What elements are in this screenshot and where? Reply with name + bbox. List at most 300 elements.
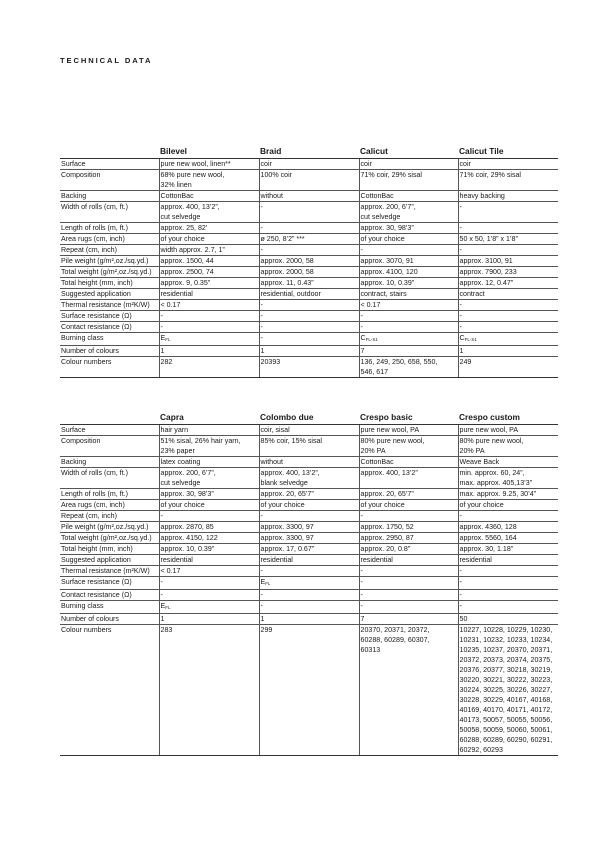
table-cell xyxy=(458,234,558,245)
table-cell xyxy=(259,256,359,267)
cell-line: 23% paper xyxy=(160,447,195,455)
table-row xyxy=(60,256,558,267)
table-cell xyxy=(458,625,558,756)
cell-line: blank selvedge xyxy=(260,479,308,487)
table-cell xyxy=(458,311,558,322)
cell-line: coir xyxy=(360,160,372,168)
table-cell xyxy=(159,555,259,566)
row-label: Contact resistance (Ω) xyxy=(60,322,159,333)
table-cell xyxy=(458,346,558,357)
table-cell xyxy=(159,489,259,500)
technical-data-table-1 xyxy=(60,145,558,378)
table-cell xyxy=(259,489,359,500)
cell-line: approx. 2000, 58 xyxy=(260,268,314,276)
row-label: Pile weight (g/m²,oz./sq.yd.) xyxy=(60,256,159,267)
table-row xyxy=(60,436,558,457)
cell-line: Weave Back xyxy=(459,458,500,466)
cell-line: - xyxy=(160,591,163,599)
table-cell xyxy=(159,256,259,267)
cell-line: approx. 4360, 128 xyxy=(459,523,517,531)
cell-line: approx. 10, 0.39” xyxy=(360,279,415,287)
table-cell xyxy=(359,511,458,522)
table-row xyxy=(60,289,558,300)
table-cell xyxy=(159,425,259,436)
row-label: Width of rolls (cm, ft.) xyxy=(60,468,159,489)
table-cell xyxy=(458,566,558,577)
table-cell xyxy=(259,333,359,346)
table-cell xyxy=(359,278,458,289)
table-row xyxy=(60,457,558,468)
table-cell xyxy=(458,511,558,522)
cell-line: approx. 4100, 120 xyxy=(360,268,418,276)
row-label: Burning class xyxy=(60,601,159,614)
cell-line: 136, 249, 250, 658, 550, xyxy=(360,358,438,366)
table-row xyxy=(60,489,558,500)
table-cell xyxy=(458,436,558,457)
cell-line: approx. 2870, 85 xyxy=(160,523,214,531)
cell-line: 51% sisal, 26% hair yarn, xyxy=(160,437,241,445)
cell-line: approx. 1750, 52 xyxy=(360,523,414,531)
table-row xyxy=(60,202,558,223)
cell-line: - xyxy=(459,578,462,586)
cell-line: approx. 17, 0.67” xyxy=(260,545,315,553)
table-cell xyxy=(458,170,558,191)
table-cell xyxy=(359,322,458,333)
cell-line: - xyxy=(360,567,363,575)
table-cell xyxy=(259,522,359,533)
table-row xyxy=(60,566,558,577)
table-cell xyxy=(159,544,259,555)
table-cell xyxy=(359,223,458,234)
table-cell xyxy=(159,170,259,191)
row-label: Total height (mm, inch) xyxy=(60,544,159,555)
table-cell xyxy=(359,256,458,267)
cell-line: 71% coir, 29% sisal xyxy=(459,171,522,179)
cell-line: cut selvedge xyxy=(160,479,201,487)
table-cell xyxy=(159,533,259,544)
cell-line: - xyxy=(160,312,163,320)
cell-line: - xyxy=(160,323,163,331)
table-cell xyxy=(159,311,259,322)
table-body xyxy=(60,425,558,756)
cell-line: 249 xyxy=(459,358,472,366)
cell-line: CottonBac xyxy=(160,192,194,200)
cell-line: of your choice xyxy=(360,235,405,243)
cell-line: approx. 200, 6’7”, xyxy=(160,469,216,477)
cell-line: - xyxy=(459,323,462,331)
table-row xyxy=(60,346,558,357)
row-label: Backing xyxy=(60,457,159,468)
cell-line: ø 250, 8’2” *** xyxy=(260,235,305,243)
table-cell xyxy=(159,223,259,234)
table-header-row xyxy=(60,145,558,159)
product-name: Braid xyxy=(259,145,359,159)
cell-line: - xyxy=(459,512,462,520)
table-cell xyxy=(259,614,359,625)
cell-line: approx. 3100, 91 xyxy=(459,257,513,265)
table-cell xyxy=(359,544,458,555)
row-label: Width of rolls (cm, ft.) xyxy=(60,202,159,223)
cell-line: - xyxy=(260,334,263,342)
cell-line: pure new wool, PA xyxy=(360,426,420,434)
cell-line: of your choice xyxy=(160,501,205,509)
cell-line: 546, 617 xyxy=(360,368,389,376)
cell-line: latex coating xyxy=(160,458,201,466)
table-cell xyxy=(359,159,458,170)
cell-line: - xyxy=(360,246,363,254)
cell-line: - xyxy=(260,512,263,520)
table-cell xyxy=(359,346,458,357)
table-row xyxy=(60,159,558,170)
cell-line: residential xyxy=(260,556,293,564)
cell-line: 80% pure new wool, xyxy=(360,437,425,445)
cell-line: approx. 200, 6’7”, xyxy=(360,203,416,211)
page-heading: TECHNICAL DATA xyxy=(60,56,153,65)
cell-line: 80% pure new wool, xyxy=(459,437,524,445)
table-cell xyxy=(159,267,259,278)
table-row xyxy=(60,223,558,234)
cell-line: residential xyxy=(360,556,393,564)
table-row xyxy=(60,234,558,245)
row-label: Colour numbers xyxy=(60,625,159,756)
product-name: Colombo due xyxy=(259,411,359,425)
table-cell xyxy=(458,468,558,489)
row-label: Colour numbers xyxy=(60,357,159,378)
table-cell xyxy=(458,533,558,544)
table-row xyxy=(60,601,558,614)
class-subscript: FL-S1 xyxy=(464,337,477,342)
table-cell xyxy=(458,577,558,590)
table-cell xyxy=(458,500,558,511)
table-cell xyxy=(259,533,359,544)
table-row xyxy=(60,300,558,311)
table-cell xyxy=(458,614,558,625)
cell-line: 10231, 10232, 10233, 10234, xyxy=(459,636,553,644)
cell-line: without xyxy=(260,458,283,466)
row-label: Thermal resistance (m²K/W) xyxy=(60,300,159,311)
class-subscript: FL xyxy=(165,337,171,342)
table-cell xyxy=(259,170,359,191)
cell-line: - xyxy=(160,512,163,520)
cell-line: - xyxy=(360,323,363,331)
table-cell xyxy=(259,457,359,468)
class-subscript: FL xyxy=(165,605,171,610)
product-name: Calicut xyxy=(359,145,458,159)
table-row xyxy=(60,590,558,601)
cell-line: approx. 12, 0.47” xyxy=(459,279,514,287)
table-cell xyxy=(458,601,558,614)
row-label: Composition xyxy=(60,436,159,457)
table-cell xyxy=(359,601,458,614)
cell-line: approx. 30, 98’3” xyxy=(160,490,214,498)
table-cell xyxy=(359,625,458,756)
product-name: Crespo custom xyxy=(458,411,558,425)
cell-line: 20% PA xyxy=(459,447,485,455)
table-cell xyxy=(359,500,458,511)
cell-line: 1 xyxy=(459,347,464,355)
cell-line: residential xyxy=(160,556,193,564)
cell-line: 68% pure new wool, xyxy=(160,171,225,179)
cell-line: without xyxy=(260,192,283,200)
cell-line: approx. 9, 0.35” xyxy=(160,279,211,287)
table-cell xyxy=(159,322,259,333)
table-row xyxy=(60,278,558,289)
cell-line: approx. 7900, 233 xyxy=(459,268,517,276)
row-label: Surface xyxy=(60,425,159,436)
cell-line: CottonBac xyxy=(360,192,394,200)
cell-line: - xyxy=(260,567,263,575)
table-cell xyxy=(259,202,359,223)
cell-line: hair yarn xyxy=(160,426,189,434)
table-cell xyxy=(259,436,359,457)
cell-line: approx. 11, 0.43” xyxy=(260,279,314,287)
table-cell xyxy=(458,522,558,533)
table-cell xyxy=(159,245,259,256)
cell-line: approx. 10, 0.39” xyxy=(160,545,215,553)
table-row xyxy=(60,577,558,590)
table-cell xyxy=(359,533,458,544)
cell-line: approx. 3300, 97 xyxy=(260,523,314,531)
table-row xyxy=(60,511,558,522)
table-cell xyxy=(159,202,259,223)
table-cell xyxy=(259,590,359,601)
table-cell xyxy=(259,223,359,234)
cell-line: 1 xyxy=(160,615,165,623)
table-row xyxy=(60,614,558,625)
table-row xyxy=(60,468,558,489)
table-cell xyxy=(458,489,558,500)
table-cell xyxy=(359,333,458,346)
table-cell xyxy=(458,256,558,267)
cell-line: approx. 30, 98’3” xyxy=(360,224,414,232)
cell-line: 1 xyxy=(260,347,265,355)
header-blank xyxy=(60,411,159,425)
table-cell xyxy=(159,625,259,756)
cell-line: of your choice xyxy=(360,501,405,509)
table-cell xyxy=(458,300,558,311)
table-cell xyxy=(259,357,359,378)
cell-line: - xyxy=(260,602,263,610)
table-row xyxy=(60,425,558,436)
table-cell xyxy=(458,322,558,333)
cell-line: - xyxy=(459,224,462,232)
cell-line: CottonBac xyxy=(360,458,394,466)
cell-line: of your choice xyxy=(459,501,504,509)
table-row xyxy=(60,533,558,544)
table-cell xyxy=(359,234,458,245)
row-label: Thermal resistance (m²K/W) xyxy=(60,566,159,577)
cell-line: 10235, 10237, 20370, 20371, xyxy=(459,646,553,654)
table-cell xyxy=(159,333,259,346)
cell-line: of your choice xyxy=(260,501,305,509)
cell-line: cut selvedge xyxy=(360,213,401,221)
table-cell xyxy=(259,566,359,577)
row-label: Area rugs (cm, inch) xyxy=(60,500,159,511)
class-letter: E xyxy=(260,578,266,586)
cell-line: < 0.17 xyxy=(160,301,181,309)
table-cell xyxy=(458,289,558,300)
technical-data-table-2 xyxy=(60,411,558,756)
table-cell xyxy=(359,191,458,202)
cell-line: cut selvedge xyxy=(160,213,201,221)
cell-line: - xyxy=(360,578,363,586)
cell-line: 7 xyxy=(360,347,365,355)
table-cell xyxy=(359,170,458,191)
table-cell xyxy=(259,311,359,322)
table-cell xyxy=(159,300,259,311)
table-cell xyxy=(259,346,359,357)
row-label: Number of colours xyxy=(60,346,159,357)
row-label: Surface xyxy=(60,159,159,170)
table-cell xyxy=(259,234,359,245)
row-label: Repeat (cm, inch) xyxy=(60,511,159,522)
cell-line: approx. 3300, 97 xyxy=(260,534,314,542)
table-cell xyxy=(458,278,558,289)
cell-line: min. approx. 60, 24”, xyxy=(459,469,525,477)
table-cell xyxy=(458,357,558,378)
cell-line: 30220, 30221, 30222, 30223, xyxy=(459,676,553,684)
table-cell xyxy=(359,425,458,436)
table-row xyxy=(60,522,558,533)
row-label: Contact resistance (Ω) xyxy=(60,590,159,601)
cell-line: 10227, 10228, 10229, 10230, xyxy=(459,626,553,634)
cell-line: 50 x 50, 1’8” x 1’8” xyxy=(459,235,518,243)
table-cell xyxy=(458,333,558,346)
table-cell xyxy=(159,511,259,522)
row-label: Burning class xyxy=(60,333,159,346)
table-cell xyxy=(458,544,558,555)
table-row xyxy=(60,357,558,378)
table-row xyxy=(60,500,558,511)
table-cell xyxy=(159,468,259,489)
table-cell xyxy=(359,245,458,256)
row-label: Number of colours xyxy=(60,614,159,625)
cell-line: approx. 3070, 91 xyxy=(360,257,414,265)
cell-line: - xyxy=(459,602,462,610)
table-row xyxy=(60,267,558,278)
row-label: Total height (mm, inch) xyxy=(60,278,159,289)
cell-line: approx. 2950, 87 xyxy=(360,534,414,542)
table-cell xyxy=(359,457,458,468)
table-row xyxy=(60,555,558,566)
row-label: Backing xyxy=(60,191,159,202)
cell-line: 40173, 50057, 50055, 50056, xyxy=(459,716,553,724)
cell-line: < 0.17 xyxy=(160,567,181,575)
class-letter: C xyxy=(459,334,465,342)
table-cell xyxy=(159,234,259,245)
table-cell xyxy=(458,159,558,170)
table-cell xyxy=(259,289,359,300)
table-cell xyxy=(159,357,259,378)
row-label: Total weight (g/m²,oz./sq.yd.) xyxy=(60,267,159,278)
table-cell xyxy=(259,159,359,170)
table-row xyxy=(60,333,558,346)
table-cell xyxy=(259,191,359,202)
cell-line: approx. 2500, 74 xyxy=(160,268,214,276)
product-name: Calicut Tile xyxy=(458,145,558,159)
cell-line: 299 xyxy=(260,626,273,634)
cell-line: coir, sisal xyxy=(260,426,290,434)
table-body xyxy=(60,159,558,378)
table-cell xyxy=(159,278,259,289)
cell-line: - xyxy=(459,246,462,254)
row-label: Repeat (cm, inch) xyxy=(60,245,159,256)
table-cell xyxy=(259,500,359,511)
cell-line: - xyxy=(260,312,263,320)
cell-line: 60288, 60289, 60307, xyxy=(360,636,430,644)
product-name: Crespo basic xyxy=(359,411,458,425)
table-cell xyxy=(359,468,458,489)
table-row xyxy=(60,245,558,256)
table-cell xyxy=(159,601,259,614)
row-label: Length of rolls (m, ft.) xyxy=(60,223,159,234)
table-cell xyxy=(159,614,259,625)
cell-line: approx. 20, 65’7” xyxy=(260,490,314,498)
cell-line: 60292, 60293 xyxy=(459,746,503,754)
cell-line: approx. 25, 82’ xyxy=(160,224,208,232)
cell-line: residential, outdoor xyxy=(260,290,321,298)
row-label: Surface resistance (Ω) xyxy=(60,311,159,322)
table-cell xyxy=(458,555,558,566)
table-cell xyxy=(259,278,359,289)
table-cell xyxy=(159,590,259,601)
row-label: Surface resistance (Ω) xyxy=(60,577,159,590)
table-cell xyxy=(259,322,359,333)
cell-line: - xyxy=(459,591,462,599)
cell-line: 50 xyxy=(459,615,468,623)
cell-line: 20393 xyxy=(260,358,281,366)
table-cell xyxy=(359,566,458,577)
table-cell xyxy=(458,590,558,601)
cell-line: approx. 400, 13’2” xyxy=(360,469,418,477)
cell-line: - xyxy=(360,512,363,520)
cell-line: - xyxy=(160,578,163,586)
cell-line: approx. 400, 13’2”, xyxy=(160,203,220,211)
cell-line: 40169, 40170, 40171, 40172, xyxy=(459,706,553,714)
table-row xyxy=(60,311,558,322)
cell-line: 60313 xyxy=(360,646,381,654)
cell-line: pure new wool, linen** xyxy=(160,160,231,168)
cell-line: - xyxy=(360,312,363,320)
table-header-row xyxy=(60,411,558,425)
cell-line: approx. 2000, 58 xyxy=(260,257,314,265)
table-cell xyxy=(259,245,359,256)
cell-line: 20372, 20373, 20374, 20375, xyxy=(459,656,553,664)
class-subscript: FL-S1 xyxy=(365,337,378,342)
cell-line: 20370, 20371, 20372, xyxy=(360,626,430,634)
cell-line: 20% PA xyxy=(360,447,386,455)
cell-line: 283 xyxy=(160,626,173,634)
table-cell xyxy=(159,436,259,457)
cell-line: - xyxy=(459,301,462,309)
product-name: Capra xyxy=(159,411,259,425)
table-cell xyxy=(259,425,359,436)
cell-line: - xyxy=(260,224,263,232)
cell-line: 1 xyxy=(160,347,165,355)
table-cell xyxy=(458,191,558,202)
table-cell xyxy=(259,577,359,590)
cell-line: - xyxy=(260,203,263,211)
row-label: Suggested application xyxy=(60,555,159,566)
table-cell xyxy=(359,267,458,278)
cell-line: - xyxy=(260,301,263,309)
cell-line: 60288, 60289, 60290, 60291, xyxy=(459,736,553,744)
cell-line: - xyxy=(260,591,263,599)
table-cell xyxy=(359,555,458,566)
cell-line: of your choice xyxy=(160,235,205,243)
cell-line: max. approx. 9.25, 30’4” xyxy=(459,490,536,498)
cell-line: residential xyxy=(459,556,492,564)
